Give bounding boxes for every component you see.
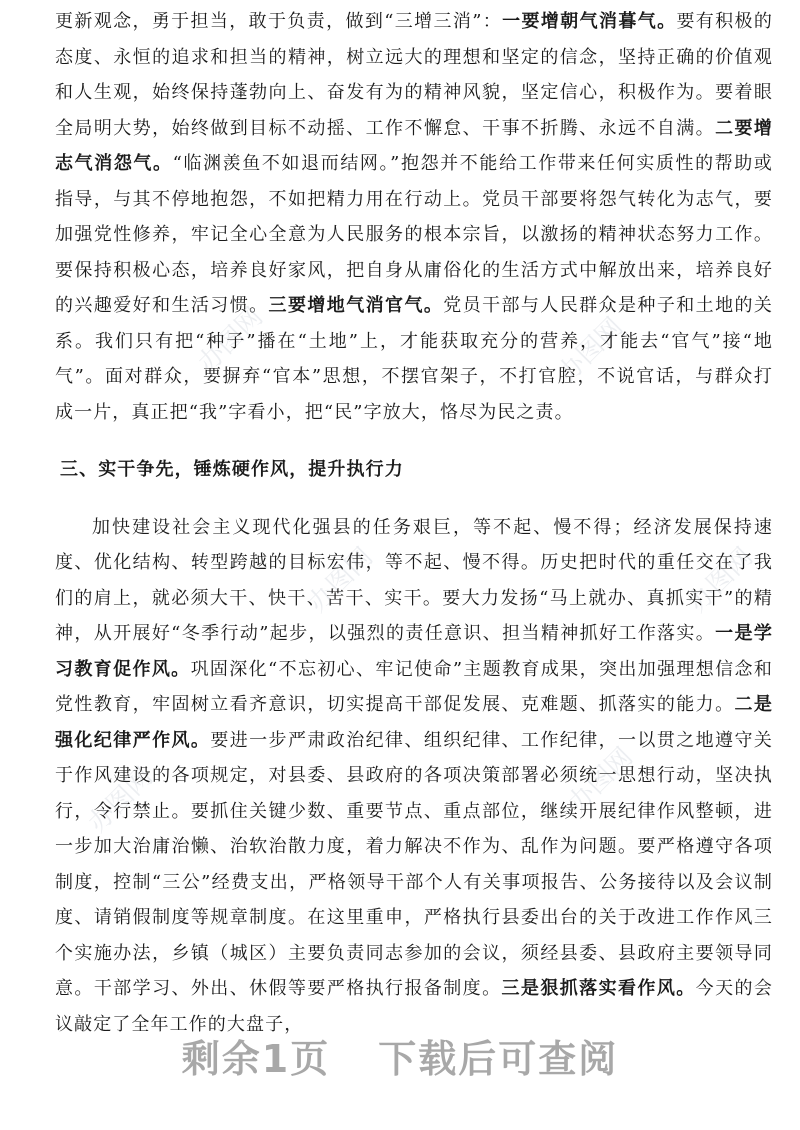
watermark-text: 办图网 bbox=[82, 762, 159, 839]
text-run: 巩固深化“不忘初心、牢记使命”主题教育成果，突出加强理想信念和党性教育，牢固树立看齐意识，切实提高干部促发展、克难题、抓落实的能力。 bbox=[55, 658, 773, 715]
text-run: 加快建设社会主义现代化强县的任务艰巨，等不起、慢不得；经济发展保持速度、优化结构、转型跨越的目标宏伟，等不起、慢不得。历史把时代的重任交在了我们的肩上，就必须大干、快干、苦干、实干。要大力发扬“马上就办、真抓实干”的精神，从开展好“冬季行动”起步，以强烈的责任意识、担当精神抓好工作落实。 bbox=[55, 516, 773, 644]
text-run: 要有积极的态度、永恒的追求和担当的精神，树立远大的理想和坚定的信念，坚持正确的价值观和人生观，始终保持蓬勃向上、奋发有为的精神风貌，坚定信心，积极作为。要着眼全局明大势，始终做到目标不动摇、工作不懈怠、干事不折腾、永远不自满。 bbox=[55, 11, 773, 139]
bold-point-1: 一是学习教育促作风。 bbox=[55, 623, 773, 680]
remaining-pages-label: 剩余1页 bbox=[181, 1037, 331, 1081]
paragraph-three-increases bbox=[55, 0, 773, 430]
bold-point-1: 一要增朝气消暮气。 bbox=[502, 11, 677, 32]
watermark-text: 办图网 bbox=[192, 302, 269, 379]
bold-point-2: 二是强化纪律严作风。 bbox=[55, 694, 773, 751]
remaining-pages-banner[interactable] bbox=[0, 1028, 800, 1083]
paragraph-work-style bbox=[55, 510, 773, 1043]
document-page bbox=[55, 0, 773, 1042]
bold-point-3: 三是狠抓落实看作风。 bbox=[501, 978, 696, 999]
text-run: 更新观念，勇于担当，敢于负责，做到“三增三消”： bbox=[55, 11, 503, 32]
download-to-read-label: 下载后可查阅 bbox=[378, 1037, 619, 1081]
text-run: “临渊羡鱼不如退而结网。”抱怨并不能给工作带来任何实质性的帮助或指导，与其不停地抱怨，不如把精力用在行动上。党员干部要将怨气转化为志气，要加强党性修养，牢记全心全意为人民服务的根本宗旨，以激扬的精神状态努力工作。要保持积极心态，培养良好家风，把自身从庸俗化的生活方式中解放出来，培养良好的兴趣爱好和生活习惯。 bbox=[55, 153, 773, 316]
text-run: 党员干部与人民群众是种子和土地的关系。我们只有把“种子”播在“土地”上，才能获取充分的营养，才能去“官气”接“地气”。面对群众，要摒弃“官本”思想，不摆官架子，不打官腔，不说官话，与群众打成一片，真正把“我”字看小，把“民”字放大，恪尽为民之责。 bbox=[55, 295, 773, 423]
bold-point-2: 二要增志气消怨气。 bbox=[55, 117, 773, 174]
text-run: 今天的会议敲定了全年工作的大盘子， bbox=[55, 978, 773, 1035]
watermark-text: 办图网 bbox=[302, 542, 379, 619]
section-heading: 三、实干争先，锤炼硬作风，提升执行力 bbox=[60, 459, 404, 480]
watermark-text: 办图网 bbox=[552, 312, 629, 389]
watermark-text: 办图网 bbox=[682, 542, 759, 619]
text-run: 要进一步严肃政治纪律、组织纪律、工作纪律，一以贯之地遵守关于作风建设的各项规定，对县委、县政府的各项决策部署必须统一思想行动，坚决执行，令行禁止。要抓住关键少数、重要节点、重点部位，继续开展纪律作风整顿，进一步加大治庸治懒、治软治散力度，着力解决不作为、乱作为问题。要严格遵守各项制度，控制“三公”经费支出，严格领导干部个人有关事项报告、公务接待以及会议制度、请销假制度等规章制度。在这里重申，严格执行县委出台的关于改进工作作风三个实施办法，乡镇（城区）主要负责同志参加的会议，须经县委、县政府主要领导同意。干部学习、外出、休假等要严格执行报备制度。 bbox=[55, 729, 773, 999]
bold-point-3: 三要增地气消官气。 bbox=[268, 295, 444, 316]
watermark-text: 办图网 bbox=[562, 742, 639, 819]
